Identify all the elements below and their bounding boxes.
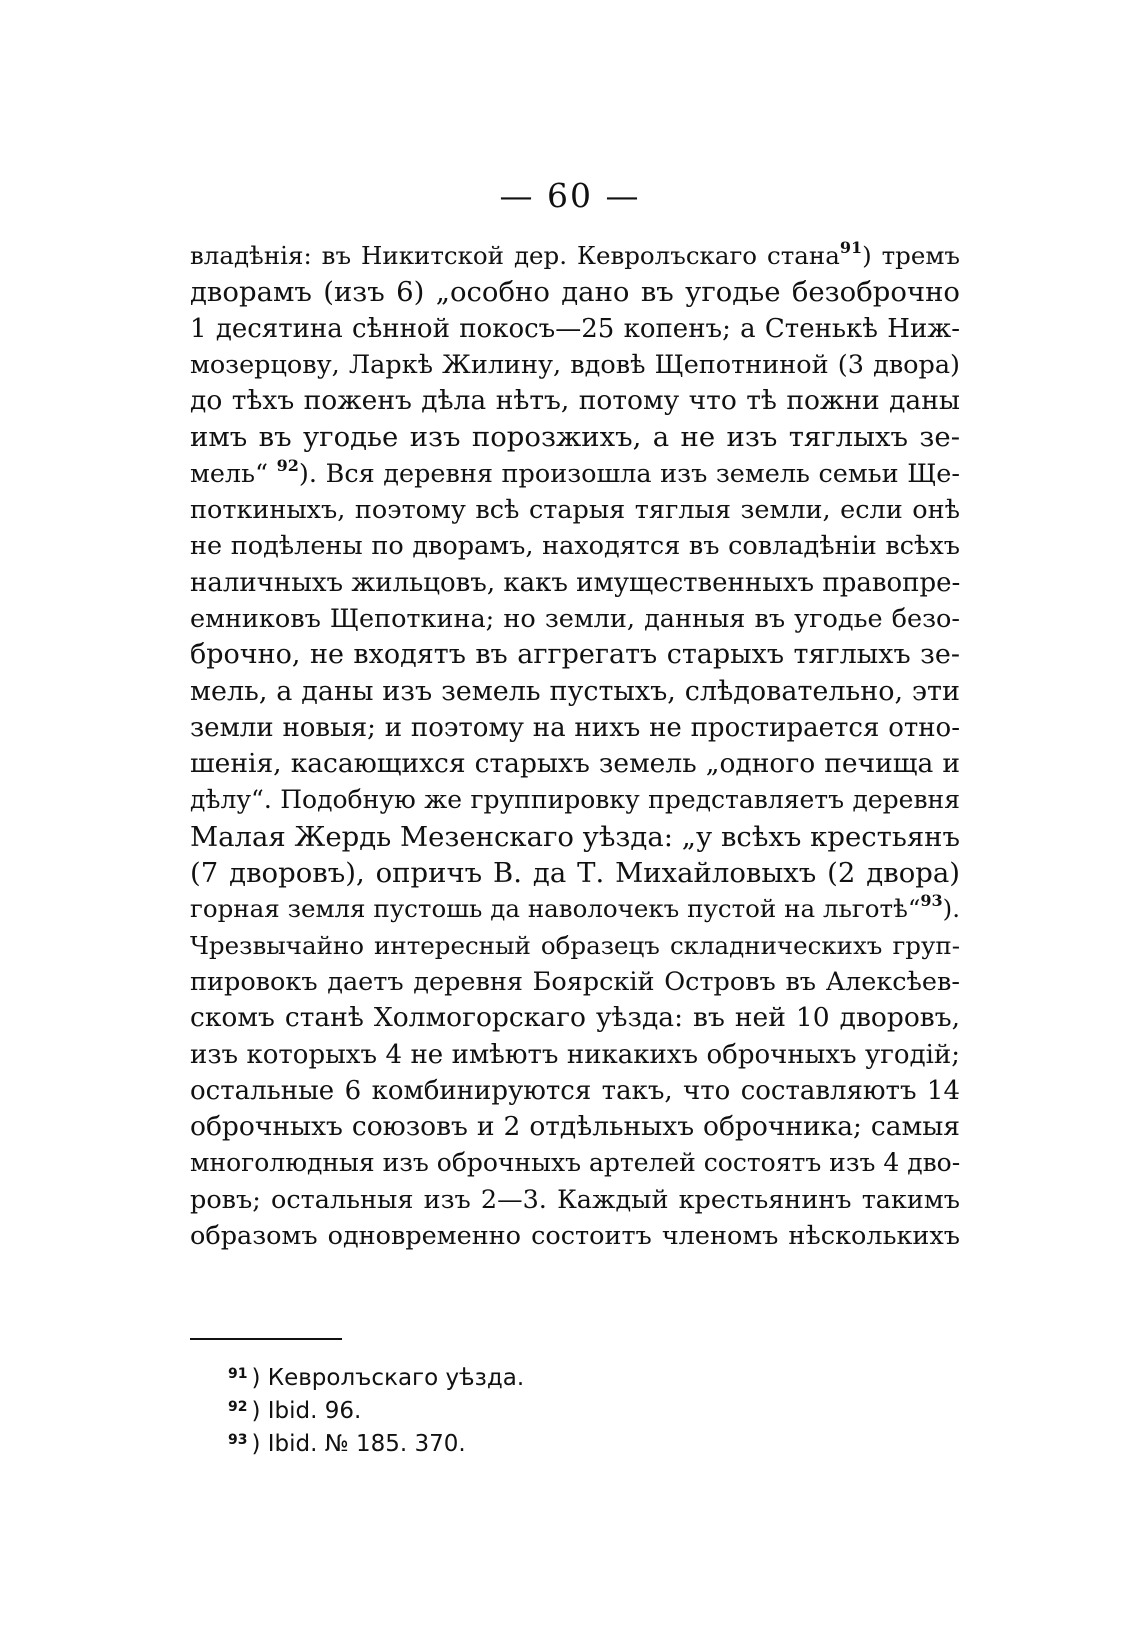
page-number: — 60 —: [499, 176, 641, 215]
text-line: поткиныхъ, поэтому всѣ старыя тяглыя земли, если онѣ: [190, 495, 960, 526]
text-line: ровъ; остальныя изъ 2—3. Каждый крестьянинъ такимъ: [190, 1184, 960, 1215]
text-line: пировокъ даетъ деревня Боярскій Островъ въ Алексѣев-: [190, 966, 960, 997]
footnote-mark: 91: [228, 1366, 248, 1382]
text-line: земли новыя; и поэтому на нихъ не простирается отно-: [190, 712, 960, 743]
text-line: оброчныхъ союзовъ и 2 отдѣльныхъ оброчника; самыя: [190, 1111, 960, 1143]
footnote-item: [228, 1391, 524, 1424]
text-line: горная земля пустошь да наволочекъ пустой на льготѣ“$^{93}$).: [190, 891, 960, 924]
text-line: многолюдныя изъ оброчныхъ артелей состоятъ изъ 4 дво-: [190, 1148, 961, 1178]
text-line: Чрезвычайно интересный образецъ складническихъ груп-: [190, 930, 960, 960]
text-line: брочно, не входятъ въ аггрегатъ старыхъ тяглыхъ зе-: [190, 639, 960, 671]
text-line: шенія, касающихся старыхъ земель „одного печища и: [190, 748, 960, 780]
footnote-ref[interactable]: 92: [276, 455, 299, 475]
body-text: [190, 238, 960, 1254]
text-line: изъ которыхъ 4 не имѣютъ никакихъ оброчныхъ угодій;: [190, 1039, 960, 1070]
text-line: образомъ одновременно состоитъ членомъ нѣсколькихъ: [190, 1221, 960, 1252]
footnote-item: [228, 1358, 524, 1391]
footnote-text: ) Ibid. № 185. 370.: [251, 1431, 466, 1457]
text-line: имъ въ угодье изъ порозжихъ, а не изъ тяглыхъ зе-: [190, 421, 960, 454]
text-line: до тѣхъ поженъ дѣла нѣтъ, потому что тѣ пожни даны: [190, 385, 960, 417]
text-line: мозерцову, Ларкѣ Жилину, вдовѣ Щепотниной (3 двора): [190, 349, 960, 380]
text-line: не подѣлены по дворамъ, находятся въ совладѣніи всѣхъ: [190, 531, 960, 562]
footnote-text: ) Ibid. 96.: [251, 1398, 362, 1424]
text-line: емниковъ Щепоткина; но земли, данныя въ угодье безо-: [190, 603, 960, 634]
footnotes: [228, 1358, 524, 1457]
text-line: мель“ $^{92}$). Вся деревня произошла изъ земель семьи Ще-: [190, 455, 961, 489]
footnote-ref[interactable]: 93: [920, 891, 943, 911]
text-line: 1 десятина сѣнной покосъ—25 копенъ; а Стенькѣ Ниж-: [190, 313, 960, 344]
text-line: остальные 6 комбинируются такъ, что составляютъ 14: [190, 1075, 960, 1106]
footnote-mark: 93: [228, 1432, 248, 1448]
text-line: владѣнія: въ Никитской дер. Кевролъскаго стана$^{91}$) тремъ: [190, 238, 960, 270]
footnote-ref[interactable]: 91: [839, 238, 863, 257]
text-line: дворамъ (изъ 6) „особно дано въ угодье безоброчно: [190, 276, 960, 309]
text-line: Малая Жердь Мезенскаго уѣзда: „у всѣхъ крестьянъ: [190, 820, 960, 853]
footnote-text: ) Кевролъскаго уѣзда.: [251, 1365, 525, 1391]
text-line: (7 дворовъ), опричъ В. да Т. Михайловыхъ (2 двора): [190, 857, 960, 890]
footnote-separator: [190, 1338, 342, 1340]
text-line: дѣлу“. Подобную же группировку представляетъ деревня: [190, 785, 960, 815]
footnote-mark: 92: [228, 1399, 248, 1415]
text-line: мель, а даны изъ земель пустыхъ, слѣдовательно, эти: [190, 675, 960, 707]
text-line: наличныхъ жильцовъ, какъ имущественныхъ правопре-: [190, 567, 961, 598]
footnote-item: [228, 1424, 524, 1457]
text-line: скомъ станѣ Холмогорскаго уѣзда: въ ней 10 дворовъ,: [190, 1002, 960, 1034]
